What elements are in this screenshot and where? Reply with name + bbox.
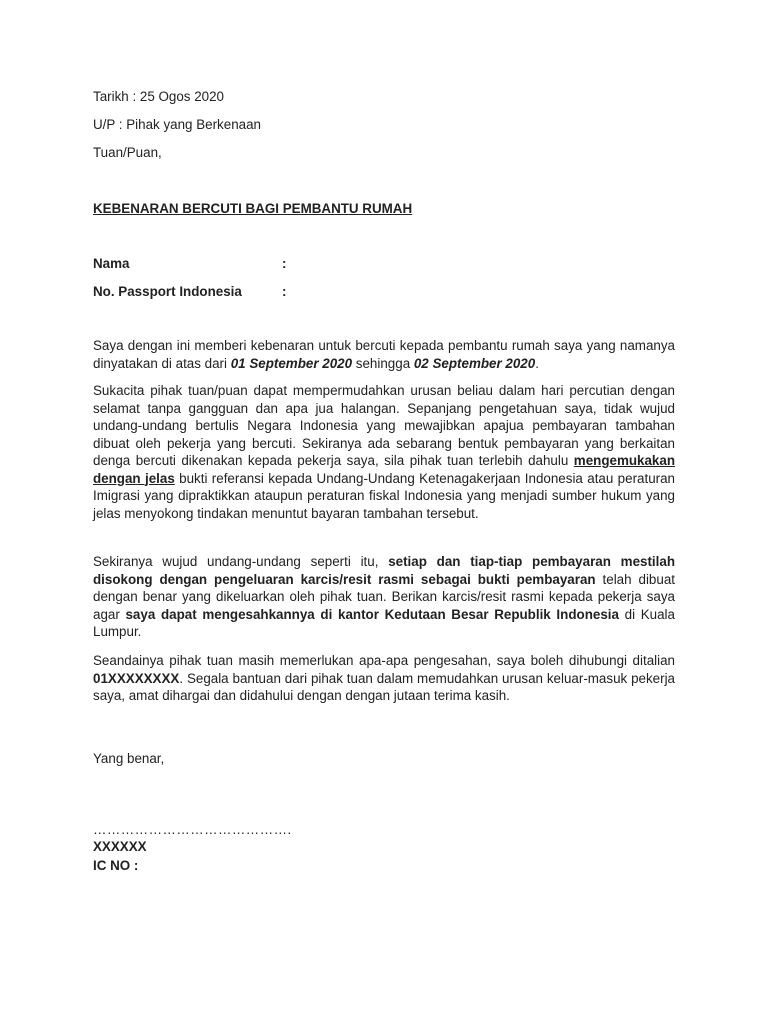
p1-text-1: Saya dengan ini memberi kebenaran untuk bercuti kepada pembantu rumah saya yang namanya dinyatakan di atas dari — [93, 338, 675, 371]
p2-text-2: bukti referansi kepada Undang-Undang Ketenagakerjaan Indonesia atau peraturan Imigrasi yang dipraktikkan ataupun peraturan fiskal Indonesia yang menjadi sumber hukum yang jelas menyokong tindakan menuntut bayaran tambahan tersebut. — [93, 470, 675, 521]
field-label-passport: No. Passport Indonesia — [93, 284, 242, 299]
p1-text-2: sehingga — [352, 355, 414, 371]
p4-text-1: Seandainya pihak tuan masih memerlukan apa-apa pengesahan, saya boleh dihubungi ditalian — [93, 653, 675, 668]
signatory-name: XXXXXX — [93, 839, 147, 854]
date-line: Tarikh : 25 Ogos 2020 — [93, 89, 225, 104]
field-label-name: Nama — [93, 256, 130, 271]
p1-date-from: 01 September 2020 — [230, 355, 353, 371]
p3-text-1: Sekiranya wujud undang-undang seperti itu, — [93, 554, 389, 569]
p4-phone: 01XXXXXXXX — [93, 670, 180, 686]
letter-title: KEBENARAN BERCUTI BAGI PEMBANTU RUMAH — [93, 201, 413, 216]
paragraph-1 — [93, 337, 675, 372]
p3-text-3: di Kuala Lumpur. — [93, 606, 675, 639]
p3-bold-2: saya dapat mengesahkannya di kantor Kedutaan Besar Republik Indonesia — [125, 606, 619, 622]
paragraph-2 — [93, 382, 675, 522]
sign-off: Yang benar, — [93, 751, 165, 766]
paragraph-3 — [93, 553, 675, 641]
attention-line: U/P : Pihak yang Berkenaan — [93, 117, 261, 132]
paragraph-4 — [93, 652, 675, 705]
p3-text-2: telah dibuat dengan benar yang dikeluarkan oleh pihak tuan. Berikan karcis/resit rasmi kepada pekerja saya agar — [93, 571, 675, 622]
p2-text-1: Sukacita pihak tuan/puan dapat mempermudahkan urusan beliau dalam hari percutian dengan selamat tanpa gangguan dan apa jua halangan. Sepanjang pengetahuan saya, tidak wujud undang-undang bertulis Negara Indonesia yang mewajibkan apajua pembayaran tambahan dibuat oleh pekerja yang bercuti. Sekiranya ada sebarang bentuk pembayaran yang berkaitan denga bercuti dikenakan kepada pekerja saya, sila pihak tuan terlebih dahulu — [93, 383, 675, 468]
p1-text-3: . — [535, 355, 539, 371]
ic-number: IC NO : — [93, 858, 139, 873]
field-colon-name: : — [282, 256, 287, 271]
field-colon-passport: : — [282, 284, 287, 299]
p2-emphasis: mengemukakan dengan jelas — [93, 453, 675, 486]
p1-date-to: 02 September 2020 — [413, 355, 536, 371]
p4-text-2: . Segala bantuan dari pihak tuan dalam memudahkan urusan keluar-masuk pekerja saya, amat dihargai dan didahului dengan dengan jutaan terima kasih. — [93, 670, 675, 703]
p3-bold-1: setiap dan tiap-tiap pembayaran mestilah disokong dengan pengeluaran karcis/resit rasmi sebagai bukti pembayaran — [93, 554, 675, 587]
salutation: Tuan/Puan, — [93, 145, 162, 160]
signature-line: ……………………………………. — [93, 822, 292, 837]
